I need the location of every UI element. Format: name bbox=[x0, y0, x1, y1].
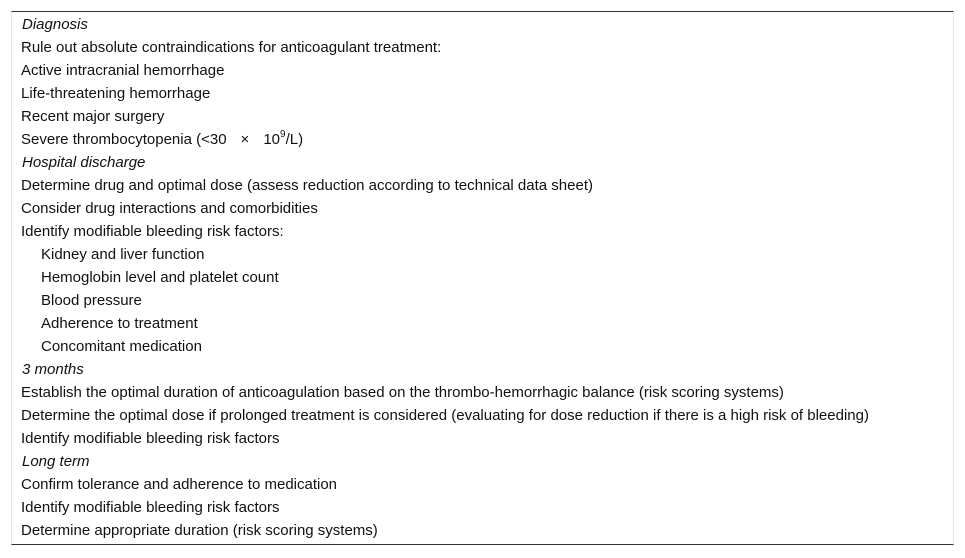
table-row: Recent major surgery bbox=[21, 108, 165, 125]
table-row: Establish the optimal duration of anticoagulation based on the thrombo-hemorrhagic balance (risk scoring systems) bbox=[21, 384, 784, 401]
table-row: Life-threatening hemorrhage bbox=[21, 85, 211, 102]
table-row: Determine the optimal dose if prolonged treatment is considered (evaluating for dose reduction if there is a high risk of bleeding) bbox=[21, 407, 869, 424]
table-row: Determine drug and optimal dose (assess reduction according to technical data sheet) bbox=[21, 177, 593, 194]
table-row: Consider drug interactions and comorbidities bbox=[21, 200, 318, 217]
table-row: Confirm tolerance and adherence to medication bbox=[21, 476, 338, 493]
thrombocytopenia-prefix: Severe thrombocytopenia (<30 bbox=[21, 131, 227, 148]
table-row: Identify modifiable bleeding risk factors: bbox=[21, 223, 284, 240]
table-row-sub-item: Hemoglobin level and platelet count bbox=[41, 269, 279, 286]
thrombocytopenia-suffix: /L) bbox=[285, 131, 304, 148]
table-row-sub-item: Blood pressure bbox=[41, 292, 142, 309]
table-row: Identify modifiable bleeding risk factors bbox=[21, 430, 280, 447]
section-heading-hospital-discharge: Hospital discharge bbox=[22, 154, 146, 171]
power-exponent: 9 bbox=[280, 129, 286, 140]
section-heading-long-term: Long term bbox=[22, 453, 90, 470]
section-heading-3-months: 3 months bbox=[22, 361, 84, 378]
section-heading-diagnosis: Diagnosis bbox=[22, 16, 88, 33]
power-base: 10 bbox=[263, 131, 280, 148]
table-row-sub-item: Kidney and liver function bbox=[41, 246, 205, 263]
recommendations-table bbox=[11, 11, 954, 545]
times-symbol: × bbox=[240, 131, 250, 148]
table-row-sub-item: Concomitant medication bbox=[41, 338, 202, 355]
table-row-sub-item: Adherence to treatment bbox=[41, 315, 198, 332]
table-row-thrombocytopenia bbox=[12, 128, 953, 151]
table-row: Identify modifiable bleeding risk factors bbox=[21, 499, 280, 516]
table-row: Determine appropriate duration (risk scoring systems) bbox=[21, 522, 378, 539]
table-row: Active intracranial hemorrhage bbox=[21, 62, 225, 79]
table-row: Rule out absolute contraindications for anticoagulant treatment: bbox=[21, 39, 442, 56]
